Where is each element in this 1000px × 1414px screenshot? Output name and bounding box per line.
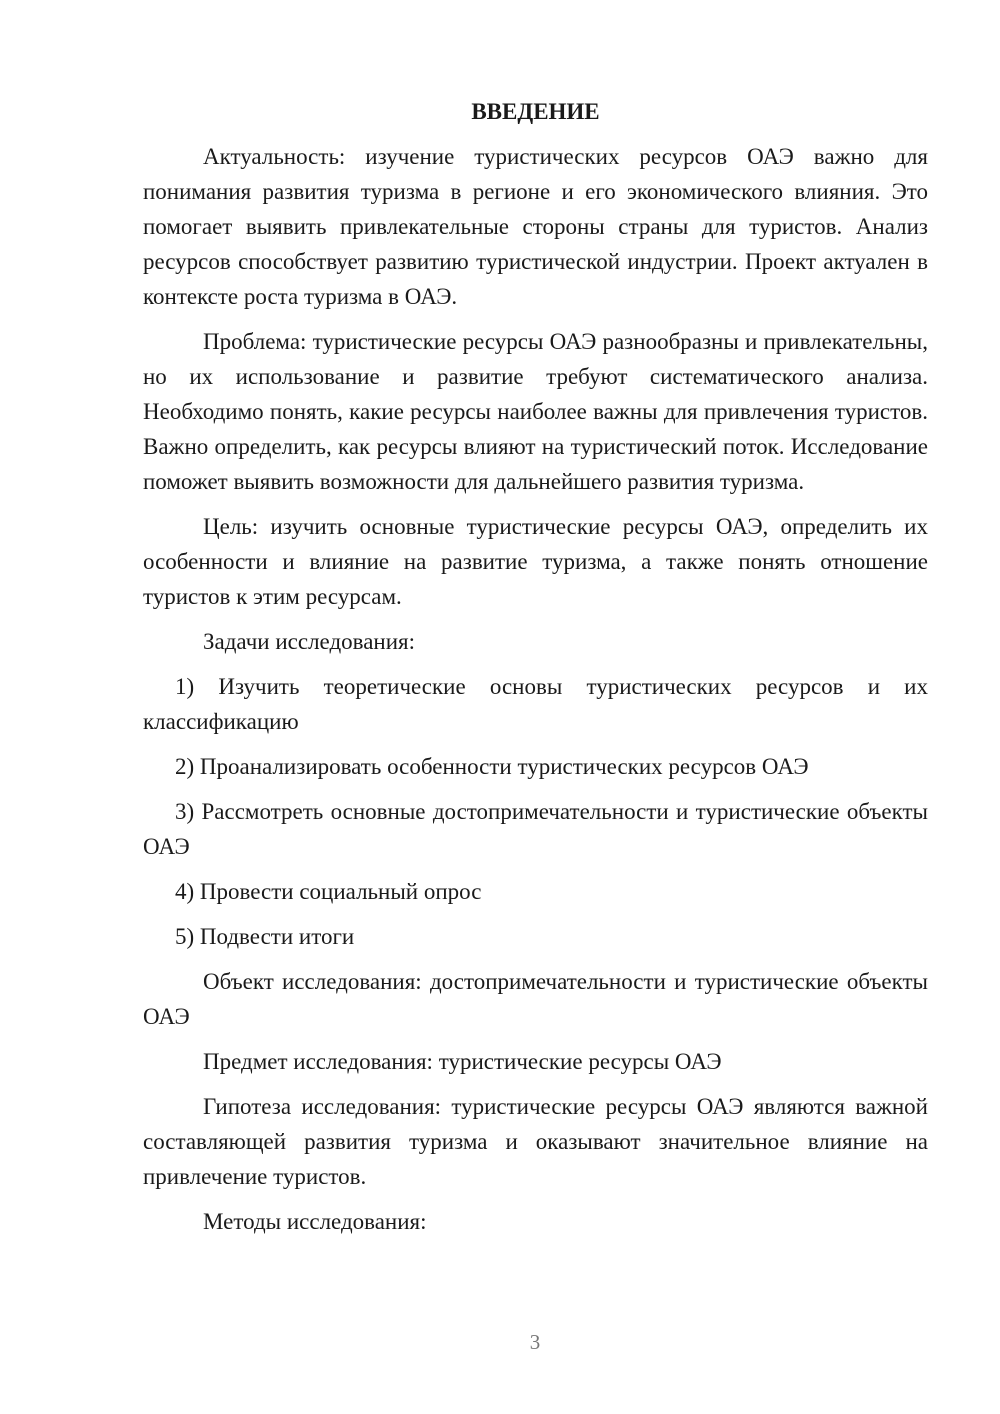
task-item: 3) Рассмотреть основные достопримечательности и туристические объекты ОАЭ	[143, 799, 928, 859]
task-item: 1) Изучить теоретические основы туристических ресурсов и их классификацию	[143, 674, 928, 734]
paragraph-subject: Предмет исследования: туристические ресурсы ОАЭ	[203, 1049, 722, 1074]
paragraph-hypothesis: Гипотеза исследования: туристические ресурсы ОАЭ являются важной составляющей развития туризма и оказывают значительное влияние на привлечение туристов.	[143, 1094, 928, 1189]
page-content	[143, 94, 928, 1249]
paragraph-problem: Проблема: туристические ресурсы ОАЭ разнообразны и привлекательны, но их использование и развитие требуют систематического анализа. Необходимо понять, какие ресурсы наиболее важны для привлечения туристов. Важно определить, как ресурсы влияют на туристический поток. Исследование поможет выявить возможности для дальнейшего развития туризма.	[143, 329, 928, 494]
page-number: 3	[529, 1330, 541, 1354]
paragraph-relevance: Актуальность: изучение туристических ресурсов ОАЭ важно для понимания развития туризма в регионе и его экономического влияния. Это помогает выявить привлекательные стороны страны для туристов. Анализ ресурсов способствует развитию туристической индустрии. Проект актуален в контексте роста туризма в ОАЭ.	[143, 144, 928, 309]
section-title: ВВЕДЕНИЕ	[471, 99, 600, 124]
tasks-heading: Задачи исследования:	[203, 629, 416, 654]
task-item: 5) Подвести итоги	[175, 924, 355, 949]
task-item: 4) Провести социальный опрос	[175, 879, 482, 904]
paragraph-object: Объект исследования: достопримечательности и туристические объекты ОАЭ	[143, 969, 928, 1029]
methods-heading: Методы исследования:	[203, 1209, 427, 1234]
paragraph-goal: Цель: изучить основные туристические ресурсы ОАЭ, определить их особенности и влияние на развитие туризма, а также понять отношение туристов к этим ресурсам.	[143, 514, 928, 609]
task-item: 2) Проанализировать особенности туристических ресурсов ОАЭ	[175, 754, 809, 779]
